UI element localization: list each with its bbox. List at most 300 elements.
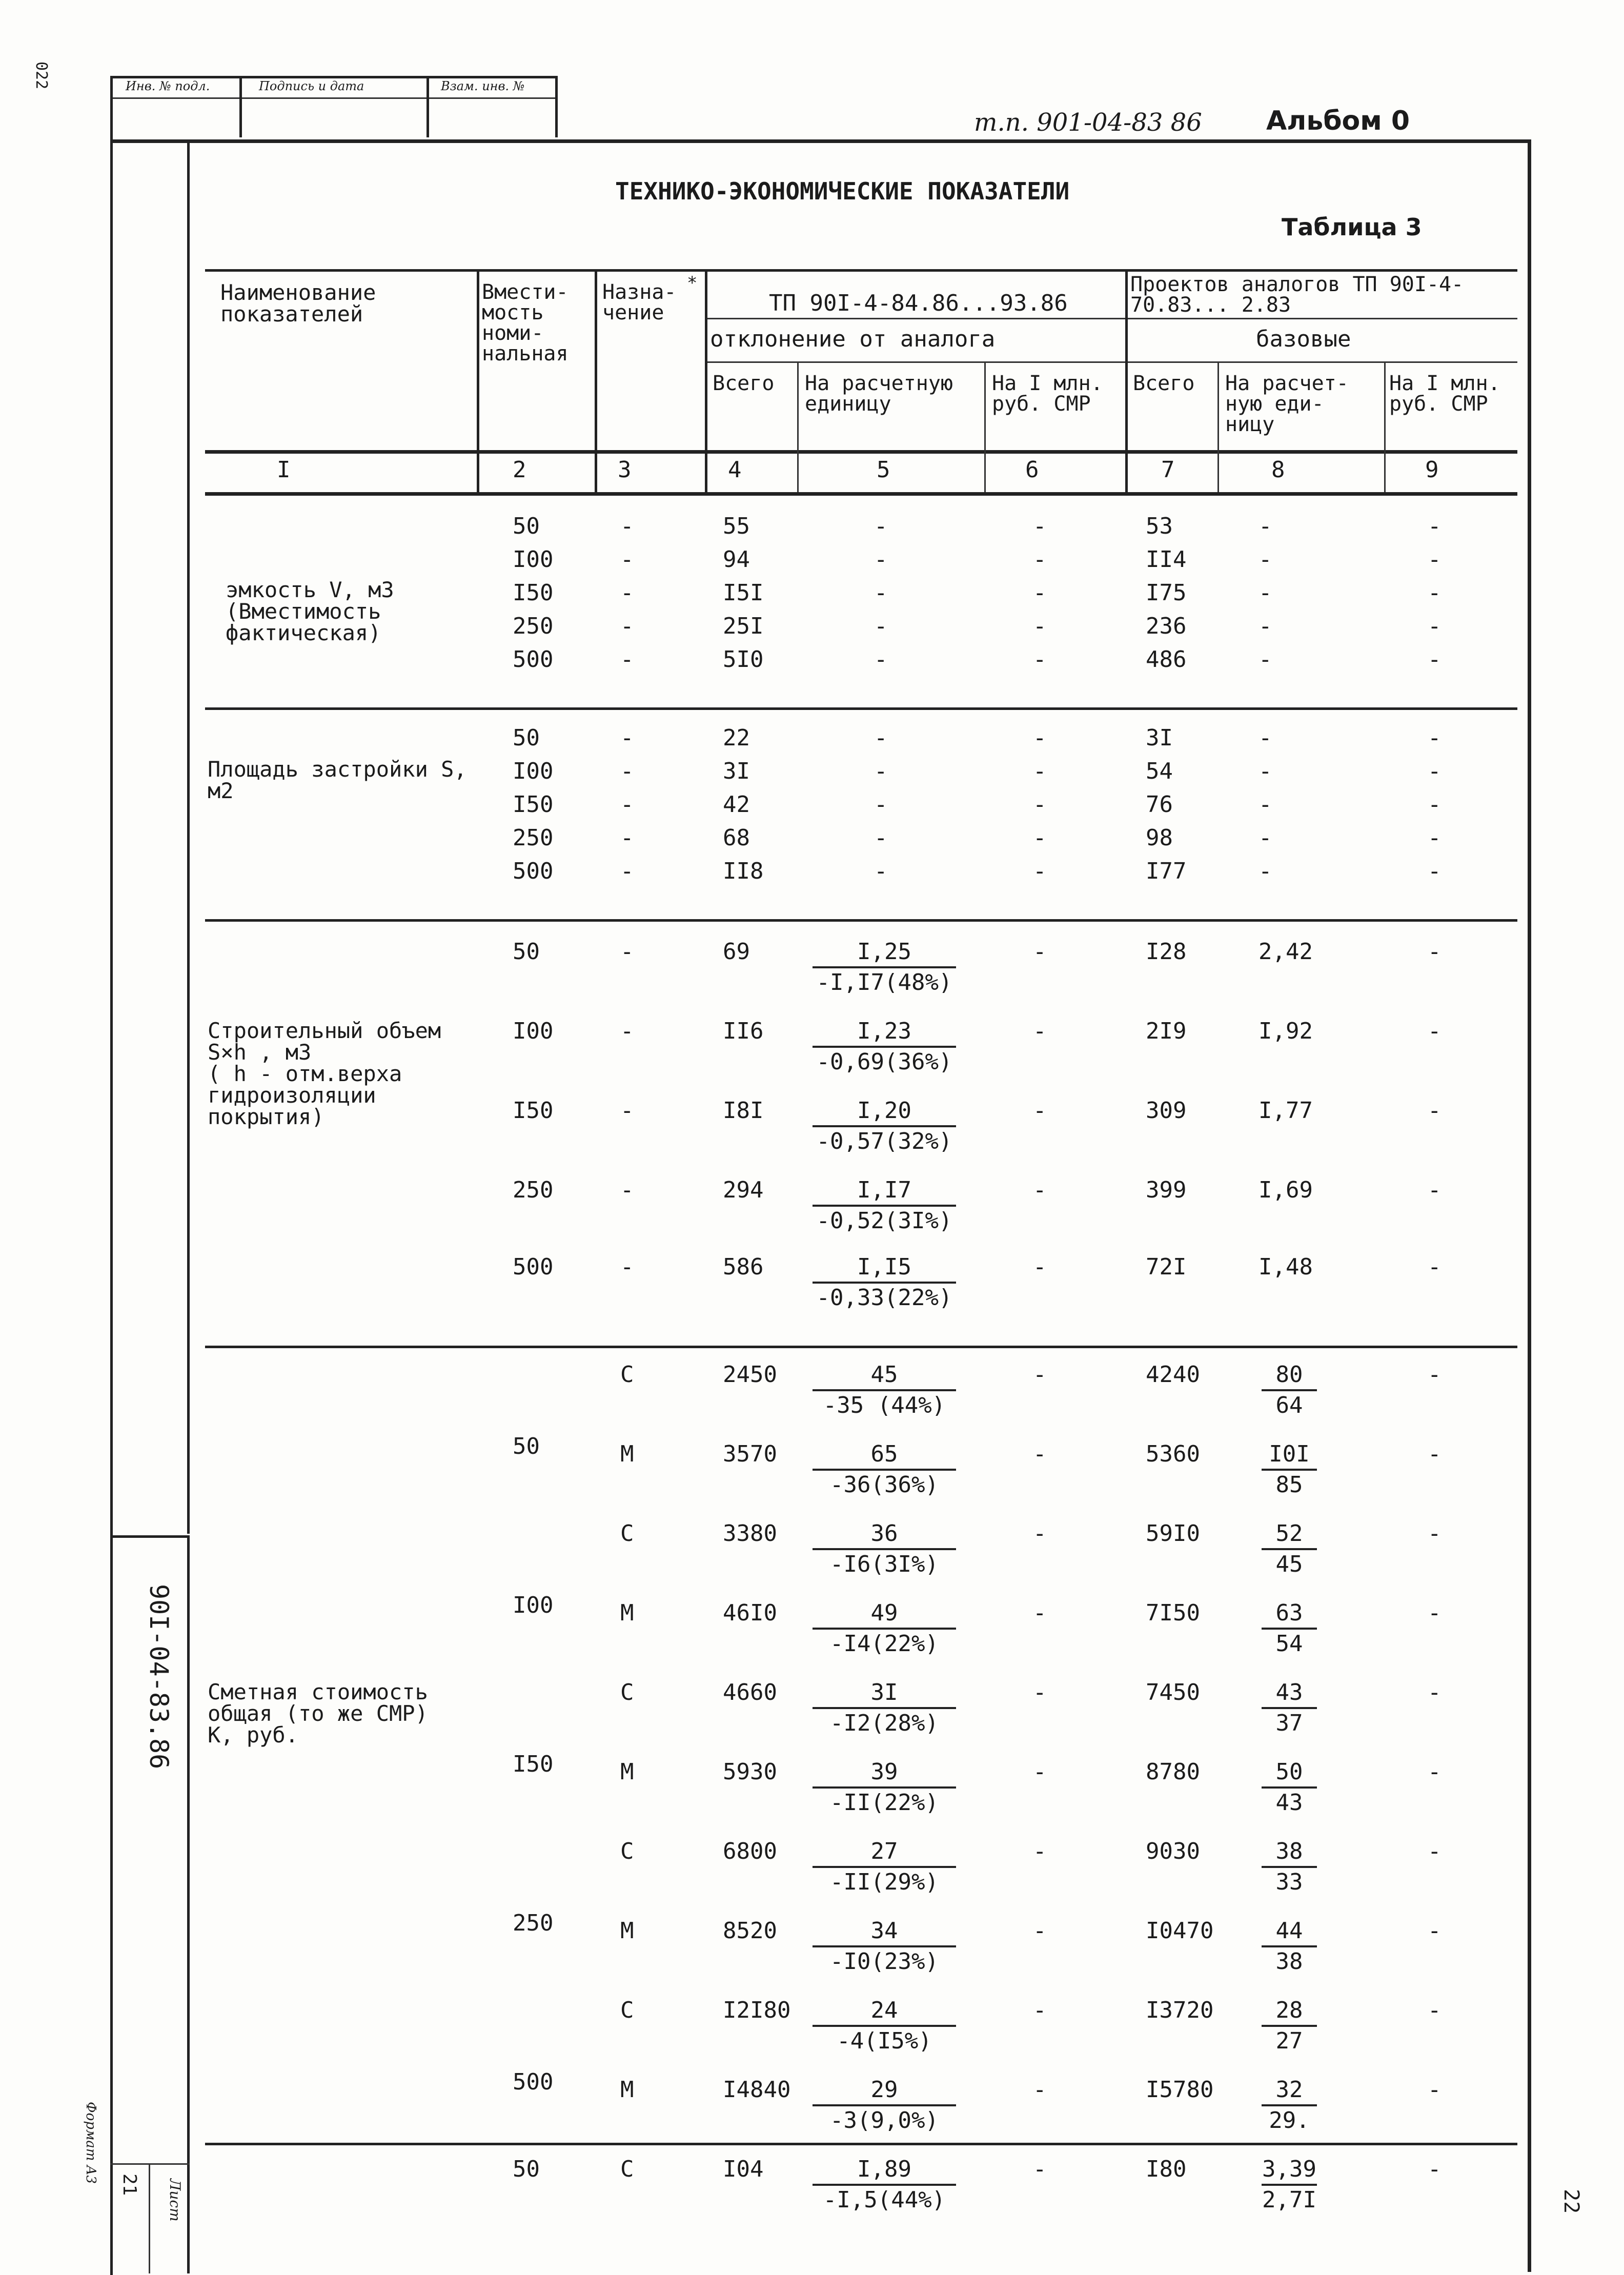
cell-base-unit: I,48 <box>1258 1254 1313 1280</box>
cell-per-unit-fraction-numerator: 34 <box>813 1920 956 1947</box>
cell-base-unit-fraction <box>1258 1681 1320 1735</box>
cell-capacity: 250 <box>513 613 554 639</box>
cell-base-unit: - <box>1258 580 1272 606</box>
cell-base-unit-fraction-numerator: 3,39 <box>1262 2158 1317 2186</box>
frame-right <box>1528 139 1531 2272</box>
cell-purpose: С <box>620 1997 634 2023</box>
cell-base-total: 9030 <box>1146 1838 1200 1864</box>
cell-purpose: - <box>620 646 634 673</box>
cell-total: 6800 <box>723 1838 777 1864</box>
cell-per-unit-fraction-denominator: -35 (44%) <box>823 1392 946 1418</box>
colnum-2: 2 <box>513 457 526 483</box>
cell-base-total: I77 <box>1146 858 1187 884</box>
cell-base-mln: - <box>1428 725 1442 751</box>
cell-per-unit-fraction-denominator: -I,5(44%) <box>823 2187 946 2213</box>
cell-base-mln: - <box>1428 513 1442 539</box>
cell-base-mln: - <box>1428 858 1442 884</box>
cell-per-unit-fraction-numerator: I,25 <box>813 941 956 968</box>
cell-capacity: I00 <box>513 1018 554 1044</box>
cell-capacity: 250 <box>513 825 554 851</box>
cell-base-unit-fraction-numerator: 63 <box>1262 1602 1317 1630</box>
cell-capacity: I00 <box>513 546 554 573</box>
cell-capacity: 250 <box>513 1910 554 1936</box>
cell-total: 55 <box>723 513 750 539</box>
cell-per-mln: - <box>1033 939 1047 965</box>
cell-total: 8520 <box>723 1918 777 1944</box>
colnum-6: 6 <box>1025 457 1039 483</box>
cell-per-mln: - <box>1033 613 1047 639</box>
cell-per-unit-fraction <box>797 1522 971 1576</box>
side-block-top <box>110 1535 190 1538</box>
cell-base-unit-fraction-denominator: 43 <box>1275 1790 1303 1816</box>
cell-base-mln: - <box>1428 613 1442 639</box>
cell-per-unit-fraction-numerator: 39 <box>813 1761 956 1789</box>
cell-base-mln: - <box>1428 2077 1442 2103</box>
cell-capacity: I50 <box>513 1098 554 1124</box>
cell-per-unit-fraction <box>797 941 971 994</box>
cell-per-unit-fraction-numerator: I,20 <box>813 1100 956 1127</box>
cell-per-unit-fraction <box>797 1920 971 1973</box>
cell-base-total: I75 <box>1146 580 1187 606</box>
cell-purpose: М <box>620 2077 634 2103</box>
cell-total: 94 <box>723 546 750 573</box>
cell-per-unit-fraction-denominator: -II(29%) <box>830 1869 939 1895</box>
cell-purpose: С <box>620 1520 634 1547</box>
cell-base-total: 236 <box>1146 613 1187 639</box>
cell-per-mln: - <box>1033 1018 1047 1044</box>
header-group-a: ТП 90I-4-84.86...93.86 <box>769 290 1068 316</box>
cell-purpose: - <box>620 791 634 818</box>
cell-capacity: I50 <box>513 1751 554 1777</box>
section-name: Строительный объем S×h , м3 ( h - отм.верха гидроизоляции покрытия) <box>208 1018 441 1129</box>
colnum-7: 7 <box>1161 457 1175 483</box>
section-divider <box>205 2143 1517 2145</box>
section-divider <box>205 919 1517 922</box>
cell-per-unit-fraction-denominator: -I6(3I%) <box>830 1551 939 1577</box>
cell-purpose: М <box>620 1759 634 1785</box>
cell-purpose: - <box>620 1254 634 1280</box>
cell-base-unit-fraction <box>1258 1364 1320 1417</box>
header-col3: Назна- чение <box>602 280 677 324</box>
cell-per-mln: - <box>1033 758 1047 784</box>
page-title: ТЕХНИКО-ЭКОНОМИЧЕСКИЕ ПОКАЗАТЕЛИ <box>615 177 1070 205</box>
cell-base-mln: - <box>1428 939 1442 965</box>
cell-base-unit: - <box>1258 758 1272 784</box>
cell-purpose: - <box>620 1018 634 1044</box>
cell-purpose: С <box>620 1838 634 1864</box>
cell-capacity: 50 <box>513 725 540 751</box>
cell-per-unit-fraction-denominator: -0,52(3I%) <box>816 1208 952 1234</box>
cell-total: 25I <box>723 613 764 639</box>
cell-per-unit-fraction <box>797 1256 971 1309</box>
cell-base-unit-fraction <box>1258 1602 1320 1655</box>
cell-per-mln: - <box>1033 725 1047 751</box>
header-c7: Всего <box>1133 372 1195 395</box>
cell-base-total: II4 <box>1146 546 1187 573</box>
cell-total: 68 <box>723 825 750 851</box>
cell-purpose: М <box>620 1441 634 1467</box>
cell-base-mln: - <box>1428 1997 1442 2023</box>
header-col3-star: * <box>687 273 698 293</box>
cell-purpose: - <box>620 613 634 639</box>
cell-per-mln: - <box>1033 1098 1047 1124</box>
cell-base-total: 72I <box>1146 1254 1187 1280</box>
cell-base-total: 53 <box>1146 513 1173 539</box>
cell-per-unit: - <box>874 613 888 639</box>
cell-capacity: 500 <box>513 1254 554 1280</box>
cell-base-mln: - <box>1428 1759 1442 1785</box>
cell-base-mln: - <box>1428 646 1442 673</box>
cell-base-total: 54 <box>1146 758 1173 784</box>
cell-total: I2I80 <box>723 1997 791 2023</box>
sheet-label: Лист <box>167 2179 184 2222</box>
cell-per-mln: - <box>1033 580 1047 606</box>
cell-base-total: I80 <box>1146 2156 1187 2182</box>
cell-base-unit: 2,42 <box>1258 939 1313 965</box>
cell-base-mln: - <box>1428 1679 1442 1705</box>
cell-base-unit-fraction-denominator: 38 <box>1275 1948 1303 1975</box>
cell-per-mln: - <box>1033 1520 1047 1547</box>
cell-per-unit-fraction-numerator: I,89 <box>813 2158 956 2186</box>
cell-per-mln: - <box>1033 546 1047 573</box>
cell-capacity: 500 <box>513 646 554 673</box>
colnum-8: 8 <box>1271 457 1285 483</box>
cell-base-unit-fraction-numerator: I0I <box>1262 1443 1317 1471</box>
cell-purpose: - <box>620 1098 634 1124</box>
cell-base-total: I3720 <box>1146 1997 1214 2023</box>
cell-per-mln: - <box>1033 1254 1047 1280</box>
cell-per-unit-fraction <box>797 1364 971 1417</box>
cell-per-unit-fraction-numerator: 36 <box>813 1522 956 1550</box>
album-label: Альбом 0 <box>1266 106 1410 136</box>
frame-top <box>110 139 1530 143</box>
cell-per-unit-fraction <box>797 1443 971 1496</box>
colnum-5: 5 <box>877 457 890 483</box>
cell-per-unit-fraction <box>797 2079 971 2132</box>
cell-capacity: 50 <box>513 513 540 539</box>
cell-purpose: М <box>620 1918 634 1944</box>
cell-base-unit: - <box>1258 791 1272 818</box>
cell-capacity: I50 <box>513 791 554 818</box>
cell-base-total: 7450 <box>1146 1679 1200 1705</box>
cell-per-mln: - <box>1033 513 1047 539</box>
cell-per-unit-fraction-denominator: -4(I5%) <box>837 2028 932 2054</box>
cell-base-total: 2I9 <box>1146 1018 1187 1044</box>
cell-base-unit-fraction-numerator: 43 <box>1262 1681 1317 1709</box>
cell-total: II6 <box>723 1018 764 1044</box>
section-divider <box>205 707 1517 710</box>
cell-per-mln: - <box>1033 825 1047 851</box>
cell-per-unit-fraction-numerator: I,I5 <box>813 1256 956 1284</box>
cell-base-mln: - <box>1428 791 1442 818</box>
cell-base-unit-fraction-numerator: 50 <box>1262 1761 1317 1789</box>
cell-base-unit-fraction-numerator: 32 <box>1262 2079 1317 2106</box>
cell-base-unit-fraction <box>1258 1522 1320 1576</box>
cell-per-mln: - <box>1033 646 1047 673</box>
cell-base-total: 76 <box>1146 791 1173 818</box>
cell-total: 586 <box>723 1254 764 1280</box>
cell-base-unit-fraction-denominator: 2,7I <box>1262 2187 1316 2213</box>
cell-purpose: - <box>620 513 634 539</box>
cell-base-mln: - <box>1428 2156 1442 2182</box>
side-block-vsep <box>149 2163 150 2273</box>
cell-per-unit: - <box>874 725 888 751</box>
cell-base-total: 4240 <box>1146 1362 1200 1388</box>
cell-base-unit: - <box>1258 858 1272 884</box>
cell-base-mln: - <box>1428 580 1442 606</box>
cell-capacity: I00 <box>513 758 554 784</box>
cell-per-unit-fraction-numerator: I,I7 <box>813 1179 956 1207</box>
frame-left-inner <box>187 139 190 1534</box>
cell-per-mln: - <box>1033 2077 1047 2103</box>
side-block-line <box>187 1535 190 2273</box>
cell-base-total: I0470 <box>1146 1918 1214 1944</box>
cell-base-unit-fraction <box>1258 2158 1320 2211</box>
cell-base-unit-fraction-numerator: 52 <box>1262 1522 1317 1550</box>
cell-base-unit-fraction <box>1258 2079 1320 2132</box>
cell-purpose: С <box>620 1362 634 1388</box>
cell-per-unit: - <box>874 580 888 606</box>
cell-total: 22 <box>723 725 750 751</box>
cell-base-unit: - <box>1258 725 1272 751</box>
cell-capacity: 500 <box>513 858 554 884</box>
cell-base-unit-fraction-numerator: 80 <box>1262 1364 1317 1391</box>
header-col1: Наименование показателей <box>220 280 376 327</box>
cell-per-unit: - <box>874 825 888 851</box>
cell-total: 3570 <box>723 1441 777 1467</box>
header-c8: На расчет- ную еди- ницу <box>1225 372 1349 436</box>
cell-base-unit-fraction-numerator: 44 <box>1262 1920 1317 1947</box>
cell-base-total: I28 <box>1146 939 1187 965</box>
doc-code: т.п. 901-04-83 86 <box>974 108 1202 137</box>
cell-capacity: 500 <box>513 2069 554 2095</box>
cell-per-unit-fraction <box>797 1179 971 1232</box>
cell-base-total: 7I50 <box>1146 1600 1200 1626</box>
cell-purpose: - <box>620 546 634 573</box>
cell-base-mln: - <box>1428 825 1442 851</box>
cell-per-mln: - <box>1033 1600 1047 1626</box>
colnum-1: I <box>277 457 291 483</box>
cell-per-mln: - <box>1033 1362 1047 1388</box>
cell-per-mln: - <box>1033 1997 1047 2023</box>
cell-per-unit: - <box>874 791 888 818</box>
cell-purpose: - <box>620 758 634 784</box>
cell-per-unit-fraction-denominator: -I4(22%) <box>830 1631 939 1657</box>
cell-base-mln: - <box>1428 1520 1442 1547</box>
header-col2: Вмести- мость номи- нальная <box>482 280 569 365</box>
cell-per-unit-fraction <box>797 1100 971 1153</box>
cell-base-mln: - <box>1428 1177 1442 1203</box>
cell-total: 5930 <box>723 1759 777 1785</box>
cell-per-unit-fraction-numerator: 49 <box>813 1602 956 1630</box>
cell-per-unit-fraction <box>797 1999 971 2053</box>
cell-base-total: 5360 <box>1146 1441 1200 1467</box>
header-c9: На I млн. руб. СМР <box>1389 372 1500 416</box>
cell-purpose: М <box>620 1600 634 1626</box>
cell-base-unit: - <box>1258 646 1272 673</box>
cell-base-unit: I,69 <box>1258 1177 1313 1203</box>
colnum-4: 4 <box>728 457 742 483</box>
header-group-b: Проектов аналогов ТП 90I-4- 70.83... 2.83 <box>1130 273 1464 317</box>
cell-base-unit: - <box>1258 825 1272 851</box>
cell-total: 294 <box>723 1177 764 1203</box>
cell-purpose: - <box>620 858 634 884</box>
cell-base-unit-fraction-numerator: 38 <box>1262 1840 1317 1868</box>
cell-per-unit: - <box>874 758 888 784</box>
table-label: Таблица 3 <box>1282 213 1422 241</box>
cell-per-unit: - <box>874 546 888 573</box>
cell-base-unit-fraction-numerator: 28 <box>1262 1999 1317 2027</box>
cell-per-unit-fraction-numerator: 27 <box>813 1840 956 1868</box>
cell-per-mln: - <box>1033 2156 1047 2182</box>
cell-base-unit: - <box>1258 613 1272 639</box>
cell-per-unit-fraction-denominator: -36(36%) <box>830 1472 939 1498</box>
cell-base-mln: - <box>1428 1098 1442 1124</box>
cell-total: I04 <box>723 2156 764 2182</box>
cell-per-mln: - <box>1033 1177 1047 1203</box>
cell-per-mln: - <box>1033 1441 1047 1467</box>
cell-purpose: - <box>620 580 634 606</box>
cell-purpose: - <box>620 725 634 751</box>
cell-base-unit-fraction-denominator: 27 <box>1275 2028 1303 2054</box>
cell-base-total: 399 <box>1146 1177 1187 1203</box>
cell-per-unit: - <box>874 513 888 539</box>
cell-per-unit-fraction-numerator: I,23 <box>813 1020 956 1048</box>
cell-per-unit-fraction-denominator: -I,I7(48%) <box>816 969 952 996</box>
cell-total: 3I <box>723 758 750 784</box>
cell-per-unit-fraction-numerator: 3I <box>813 1681 956 1709</box>
cell-total: II8 <box>723 858 764 884</box>
cell-total: 69 <box>723 939 750 965</box>
cell-base-total: 486 <box>1146 646 1187 673</box>
cell-purpose: - <box>620 1177 634 1203</box>
cell-base-mln: - <box>1428 1018 1442 1044</box>
page-number: 22 <box>1559 2189 1583 2214</box>
cell-base-unit-fraction-denominator: 33 <box>1275 1869 1303 1895</box>
cell-base-total: I5780 <box>1146 2077 1214 2103</box>
cell-per-unit-fraction <box>797 1602 971 1655</box>
stamp-inv: Инв. № подл. <box>126 79 210 93</box>
cell-base-unit-fraction-denominator: 37 <box>1275 1710 1303 1736</box>
cell-base-unit: - <box>1258 546 1272 573</box>
cell-capacity: I00 <box>513 1592 554 1618</box>
cell-base-unit-fraction-denominator: 64 <box>1275 1392 1303 1418</box>
cell-base-mln: - <box>1428 758 1442 784</box>
cell-per-mln: - <box>1033 1838 1047 1864</box>
cell-base-total: 3I <box>1146 725 1173 751</box>
cell-base-mln: - <box>1428 1441 1442 1467</box>
cell-base-unit-fraction <box>1258 1840 1320 1894</box>
cell-total: I8I <box>723 1098 764 1124</box>
cell-total: 46I0 <box>723 1600 777 1626</box>
cell-base-unit-fraction-denominator: 29. <box>1269 2107 1310 2134</box>
cell-per-unit-fraction <box>797 1761 971 1814</box>
cell-base-unit-fraction <box>1258 1761 1320 1814</box>
cell-total: 3380 <box>723 1520 777 1547</box>
cell-base-unit: I,77 <box>1258 1098 1313 1124</box>
header-c5: На расчетную единицу <box>805 372 953 416</box>
cell-per-unit: - <box>874 858 888 884</box>
cell-capacity: 50 <box>513 1433 540 1459</box>
sheet-number: 21 <box>119 2174 140 2196</box>
cell-total: 4660 <box>723 1679 777 1705</box>
cell-base-mln: - <box>1428 1600 1442 1626</box>
cell-base-unit: - <box>1258 513 1272 539</box>
cell-base-total: 309 <box>1146 1098 1187 1124</box>
cell-base-mln: - <box>1428 1918 1442 1944</box>
cell-per-unit-fraction <box>797 1020 971 1073</box>
cell-per-unit-fraction-denominator: -0,57(32%) <box>816 1128 952 1154</box>
cell-per-unit-fraction-denominator: -3(9,0%) <box>830 2107 939 2134</box>
colnum-9: 9 <box>1425 457 1439 483</box>
header-c6: На I млн. руб. СМР <box>992 372 1103 416</box>
stamp-sign: Подпись и дата <box>259 79 364 93</box>
cell-total: 5I0 <box>723 646 764 673</box>
cell-base-unit-fraction-denominator: 54 <box>1275 1631 1303 1657</box>
section-divider <box>205 1346 1517 1348</box>
frame-left-outer <box>110 76 113 2275</box>
section-name: эмкость V, м3 (Вместимость фактическая) <box>226 577 394 645</box>
cell-per-unit-fraction-numerator: 65 <box>813 1443 956 1471</box>
cell-per-unit-fraction-denominator: -0,69(36%) <box>816 1049 952 1075</box>
cell-per-unit-fraction-denominator: -II(22%) <box>830 1790 939 1816</box>
side-code: 90I-04-83.86 <box>144 1584 174 1770</box>
cell-base-mln: - <box>1428 1838 1442 1864</box>
cell-per-mln: - <box>1033 1918 1047 1944</box>
cell-per-unit-fraction-denominator: -0,33(22%) <box>816 1285 952 1311</box>
cell-per-mln: - <box>1033 791 1047 818</box>
cell-base-unit-fraction-denominator: 45 <box>1275 1551 1303 1577</box>
cell-per-unit-fraction <box>797 1840 971 1894</box>
cell-base-unit-fraction-denominator: 85 <box>1275 1472 1303 1498</box>
cell-per-unit-fraction-denominator: -I2(28%) <box>830 1710 939 1736</box>
cell-capacity: 50 <box>513 939 540 965</box>
cell-capacity: 50 <box>513 2156 540 2182</box>
cell-base-mln: - <box>1428 1362 1442 1388</box>
cell-per-unit-fraction-numerator: 29 <box>813 2079 956 2106</box>
cell-base-unit-fraction <box>1258 1920 1320 1973</box>
cell-per-unit-fraction-numerator: 45 <box>813 1364 956 1391</box>
format-label: Формат А3 <box>83 2102 98 2184</box>
cell-base-unit-fraction <box>1258 1999 1320 2053</box>
cell-base-total: 98 <box>1146 825 1173 851</box>
header-group-b-sub: базовые <box>1256 326 1351 352</box>
cell-base-total: 8780 <box>1146 1759 1200 1785</box>
cell-per-unit-fraction <box>797 2158 971 2211</box>
cell-purpose: - <box>620 825 634 851</box>
cell-base-unit-fraction <box>1258 1443 1320 1496</box>
cell-per-mln: - <box>1033 858 1047 884</box>
header-group-a-sub: отклонение от аналога <box>710 326 996 352</box>
cell-total: 42 <box>723 791 750 818</box>
cell-base-unit: I,92 <box>1258 1018 1313 1044</box>
cell-purpose: С <box>620 2156 634 2182</box>
top-left-mark: 022 <box>32 62 50 90</box>
cell-base-mln: - <box>1428 1254 1442 1280</box>
cell-capacity: 250 <box>513 1177 554 1203</box>
cell-per-mln: - <box>1033 1679 1047 1705</box>
cell-per-unit-fraction <box>797 1681 971 1735</box>
cell-purpose: С <box>620 1679 634 1705</box>
header-c4: Всего <box>713 372 775 395</box>
cell-capacity: I50 <box>513 580 554 606</box>
colnum-3: 3 <box>618 457 632 483</box>
cell-total: I4840 <box>723 2077 791 2103</box>
section-name: Площадь застройки S, м2 <box>208 757 467 803</box>
cell-base-mln: - <box>1428 546 1442 573</box>
cell-total: 2450 <box>723 1362 777 1388</box>
cell-total: I5I <box>723 580 764 606</box>
